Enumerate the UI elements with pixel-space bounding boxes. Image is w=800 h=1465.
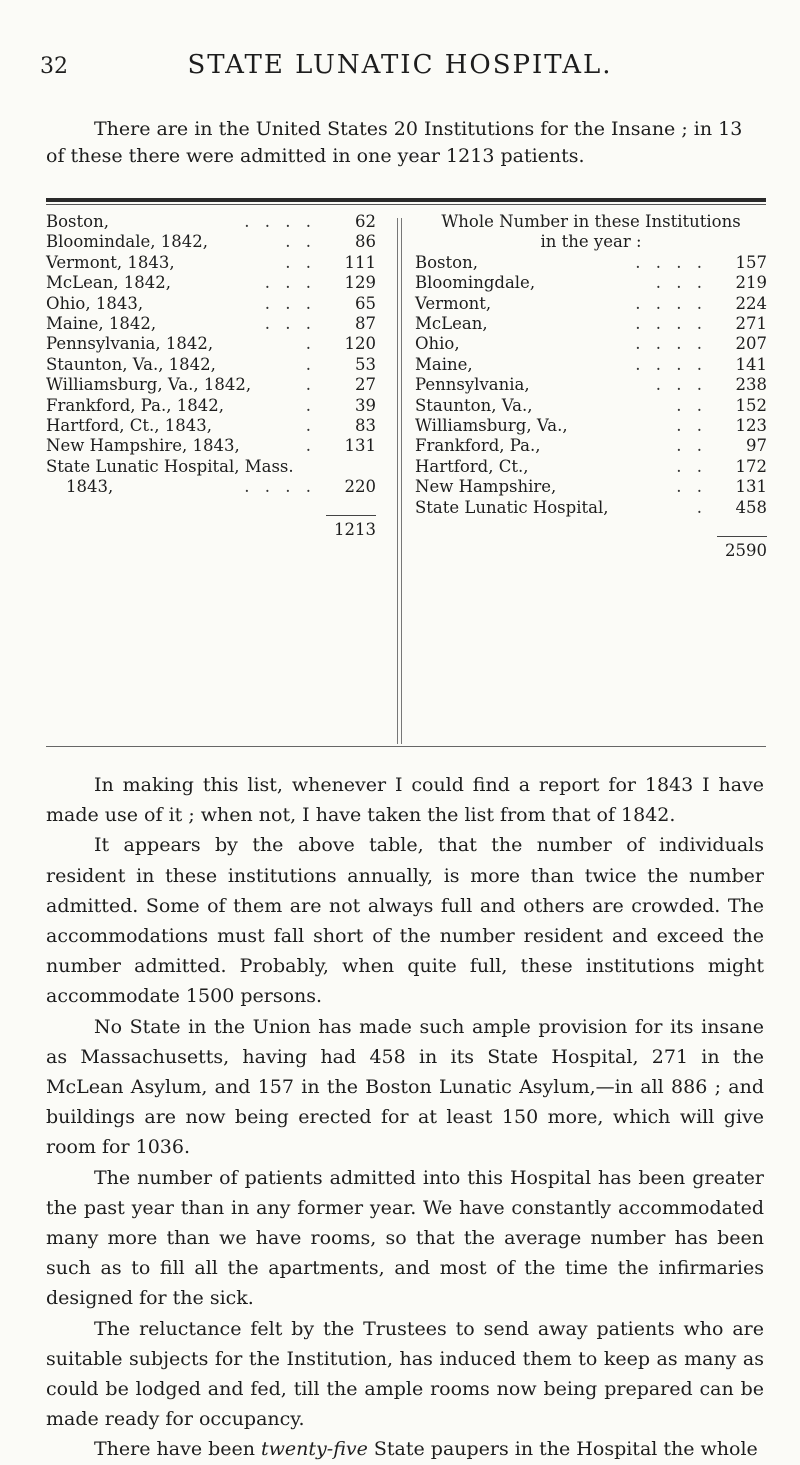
whole-total: 2590 — [725, 540, 767, 560]
admitted-total-row — [46, 520, 376, 540]
row-name: New Hampshire, — [415, 477, 557, 497]
admitted-row — [46, 314, 376, 334]
leader-dots: . — [696, 497, 707, 517]
whole-rows — [415, 253, 767, 518]
leader-dots: . . . . — [635, 354, 707, 374]
admitted-row — [46, 212, 376, 232]
whole-row — [415, 253, 767, 273]
leader-dots: . . . — [264, 293, 316, 313]
leader-dots: . — [305, 436, 316, 456]
table-bottom-rule — [46, 746, 766, 747]
paragraphs — [46, 770, 764, 1434]
admitted-row — [46, 416, 376, 436]
table-top-rule-thin — [46, 204, 766, 205]
admitted-row-last-label — [46, 457, 376, 477]
row-value: 86 — [355, 232, 376, 252]
whole-row — [415, 477, 767, 497]
whole-row — [415, 457, 767, 477]
whole-row — [415, 436, 767, 456]
paragraph: In making this list, whenever I could find a report for 1843 I have made use of it ; when not, I have taken the list from that of 1842. — [46, 774, 764, 827]
leader-dots: . . — [676, 456, 707, 476]
admitted-row — [46, 436, 376, 456]
leader-dots: . . . . — [635, 313, 707, 333]
row-name: McLean, 1842, — [46, 273, 172, 293]
row-value: 224 — [735, 293, 767, 313]
whole-row — [415, 294, 767, 314]
emphasis: twenty-five — [261, 1438, 368, 1461]
leader-dots: . . — [676, 415, 707, 435]
leader-dots: . . . — [655, 375, 707, 395]
leader-dots: . — [305, 334, 316, 354]
row-value: 120 — [344, 334, 376, 354]
row-value: 39 — [355, 395, 376, 415]
row-name: Hartford, Ct., 1843, — [46, 415, 212, 435]
row-name: Vermont, — [415, 293, 492, 313]
whole-row — [415, 498, 767, 518]
row-name: State Lunatic Hospital, Mass. — [46, 456, 294, 476]
row-name: Williamsburg, Va., — [415, 415, 568, 435]
admitted-rows — [46, 212, 376, 457]
row-value: 62 — [355, 212, 376, 231]
row-value: 83 — [355, 415, 376, 435]
table-top-rule — [46, 198, 766, 202]
row-value: 27 — [355, 375, 376, 395]
row-value: 87 — [355, 313, 376, 333]
sum-rule — [326, 515, 376, 516]
intro-paragraph: There are in the United States 20 Institutions for the Insane ; in 13 of these there were admitted in one year 1213 patients. — [46, 118, 743, 167]
row-name: Boston, — [46, 212, 109, 231]
leader-dots: . . . . — [635, 334, 707, 354]
row-value: 53 — [355, 354, 376, 374]
leader-dots: . . . — [655, 273, 707, 293]
row-value: 219 — [735, 273, 767, 293]
leader-dots: . — [305, 354, 316, 374]
admitted-row — [46, 375, 376, 395]
row-value: 238 — [735, 375, 767, 395]
page-header — [0, 50, 800, 84]
whole-row — [415, 396, 767, 416]
leader-dots: . . . . — [635, 293, 707, 313]
row-name: Ohio, 1843, — [46, 293, 144, 313]
leader-dots: . . — [676, 436, 707, 456]
leader-dots: . . — [676, 395, 707, 415]
leader-dots: . . — [676, 477, 707, 497]
row-name: 1843, — [66, 477, 114, 497]
last-paragraph-end: State paupers in the Hospital the whole — [367, 1438, 758, 1461]
row-value: 97 — [746, 436, 767, 456]
whole-row — [415, 334, 767, 354]
leader-dots: . . — [285, 232, 316, 252]
row-name: State Lunatic Hospital, — [415, 497, 609, 517]
admitted-total: 1213 — [334, 520, 376, 540]
row-value: 131 — [344, 436, 376, 456]
whole-row — [415, 355, 767, 375]
sum-rule — [717, 536, 767, 537]
whole-table-subtitle: in the year : — [540, 232, 642, 252]
row-value: 123 — [735, 415, 767, 435]
admitted-row — [46, 334, 376, 354]
row-value: 207 — [735, 334, 767, 354]
row-name: Vermont, 1843, — [46, 252, 175, 272]
whole-row — [415, 375, 767, 395]
row-name: Frankford, Pa., — [415, 436, 541, 456]
row-name: Maine, — [415, 354, 473, 374]
row-value: 152 — [735, 395, 767, 415]
column-divider — [401, 218, 402, 744]
row-value: 141 — [735, 354, 767, 374]
admitted-row — [46, 396, 376, 416]
whole-row — [415, 416, 767, 436]
leader-dots: . . . — [264, 273, 316, 293]
row-name: Maine, 1842, — [46, 313, 157, 333]
row-name: Pennsylvania, 1842, — [46, 334, 214, 354]
leader-dots: . — [305, 395, 316, 415]
row-name: McLean, — [415, 313, 488, 333]
admitted-row — [46, 253, 376, 273]
row-name: New Hampshire, 1843, — [46, 436, 240, 456]
row-name: Boston, — [415, 252, 478, 272]
running-head: STATE LUNATIC HOSPITAL. — [187, 50, 613, 80]
last-paragraph — [46, 1434, 764, 1464]
row-name: Staunton, Va., — [415, 395, 533, 415]
paragraph: It appears by the above table, that the number of individuals resident in these institutions annually, is more than twice the number admitted. Some of them are not always full and others are crowded. The accommodations must fall short of the number resident and exceed the number admitted. Probably, when quite full, these institutions might accommodate 1500 persons. — [46, 834, 764, 1008]
leader-dots: . . . . — [635, 252, 707, 272]
row-value: 271 — [735, 313, 767, 333]
admitted-row — [46, 294, 376, 314]
paragraph: The reluctance felt by the Trustees to send away patients who are suitable subjects for the Institution, has induced them to keep as many as could be lodged and fed, till the ample rooms now being prepared can be made ready for occupancy. — [46, 1317, 764, 1431]
admitted-row — [46, 232, 376, 252]
leader-dots: . . . . — [244, 212, 316, 231]
row-value: 220 — [344, 477, 376, 497]
row-value: 157 — [735, 252, 767, 272]
row-value: 131 — [735, 477, 767, 497]
paragraph: No State in the Union has made such ample provision for its insane as Massachusetts, having had 458 in its State Hospital, 271 in the McLean Asylum, and 157 in the Boston Lunatic Asylum,—in all 886 ; and buildings are now being erected for at least 150 more, which will give room for 1036. — [46, 1015, 764, 1159]
row-value: 129 — [344, 273, 376, 293]
whole-row — [415, 314, 767, 334]
leader-dots: . — [305, 415, 316, 435]
row-name: Frankford, Pa., 1842, — [46, 395, 224, 415]
row-name: Bloomindale, 1842, — [46, 232, 208, 252]
column-divider — [397, 218, 398, 744]
leader-dots: . . . — [264, 313, 316, 333]
last-paragraph-start: There have been — [94, 1438, 262, 1461]
leader-dots: . . . . — [244, 477, 316, 497]
page-number: 32 — [40, 54, 68, 79]
row-value: 458 — [735, 497, 767, 517]
admitted-row — [46, 355, 376, 375]
row-name: Hartford, Ct., — [415, 456, 529, 476]
leader-dots: . . — [285, 252, 316, 272]
admitted-table — [46, 212, 376, 541]
admitted-row — [46, 273, 376, 293]
whole-table-title: Whole Number in these Institutions — [441, 212, 741, 231]
whole-total-row — [415, 541, 767, 561]
row-name: Pennsylvania, — [415, 375, 530, 395]
row-name: Williamsburg, Va., 1842, — [46, 375, 252, 395]
row-value: 172 — [735, 456, 767, 476]
row-name: Bloomingdale, — [415, 273, 536, 293]
paragraph: The number of patients admitted into this Hospital has been greater the past year than in any former year. We have constantly accommodated many more than we have rooms, so that the average number has been such as to fill all the apartments, and most of the time the infirmaries designed for the sick. — [46, 1166, 764, 1310]
row-value: 65 — [355, 293, 376, 313]
leader-dots: . — [305, 375, 316, 395]
whole-row — [415, 273, 767, 293]
admitted-row-last — [46, 477, 376, 497]
body-text — [46, 770, 764, 1465]
row-name: Staunton, Va., 1842, — [46, 354, 216, 374]
row-name: Ohio, — [415, 334, 460, 354]
whole-number-table — [415, 212, 767, 561]
row-value: 111 — [344, 252, 376, 272]
